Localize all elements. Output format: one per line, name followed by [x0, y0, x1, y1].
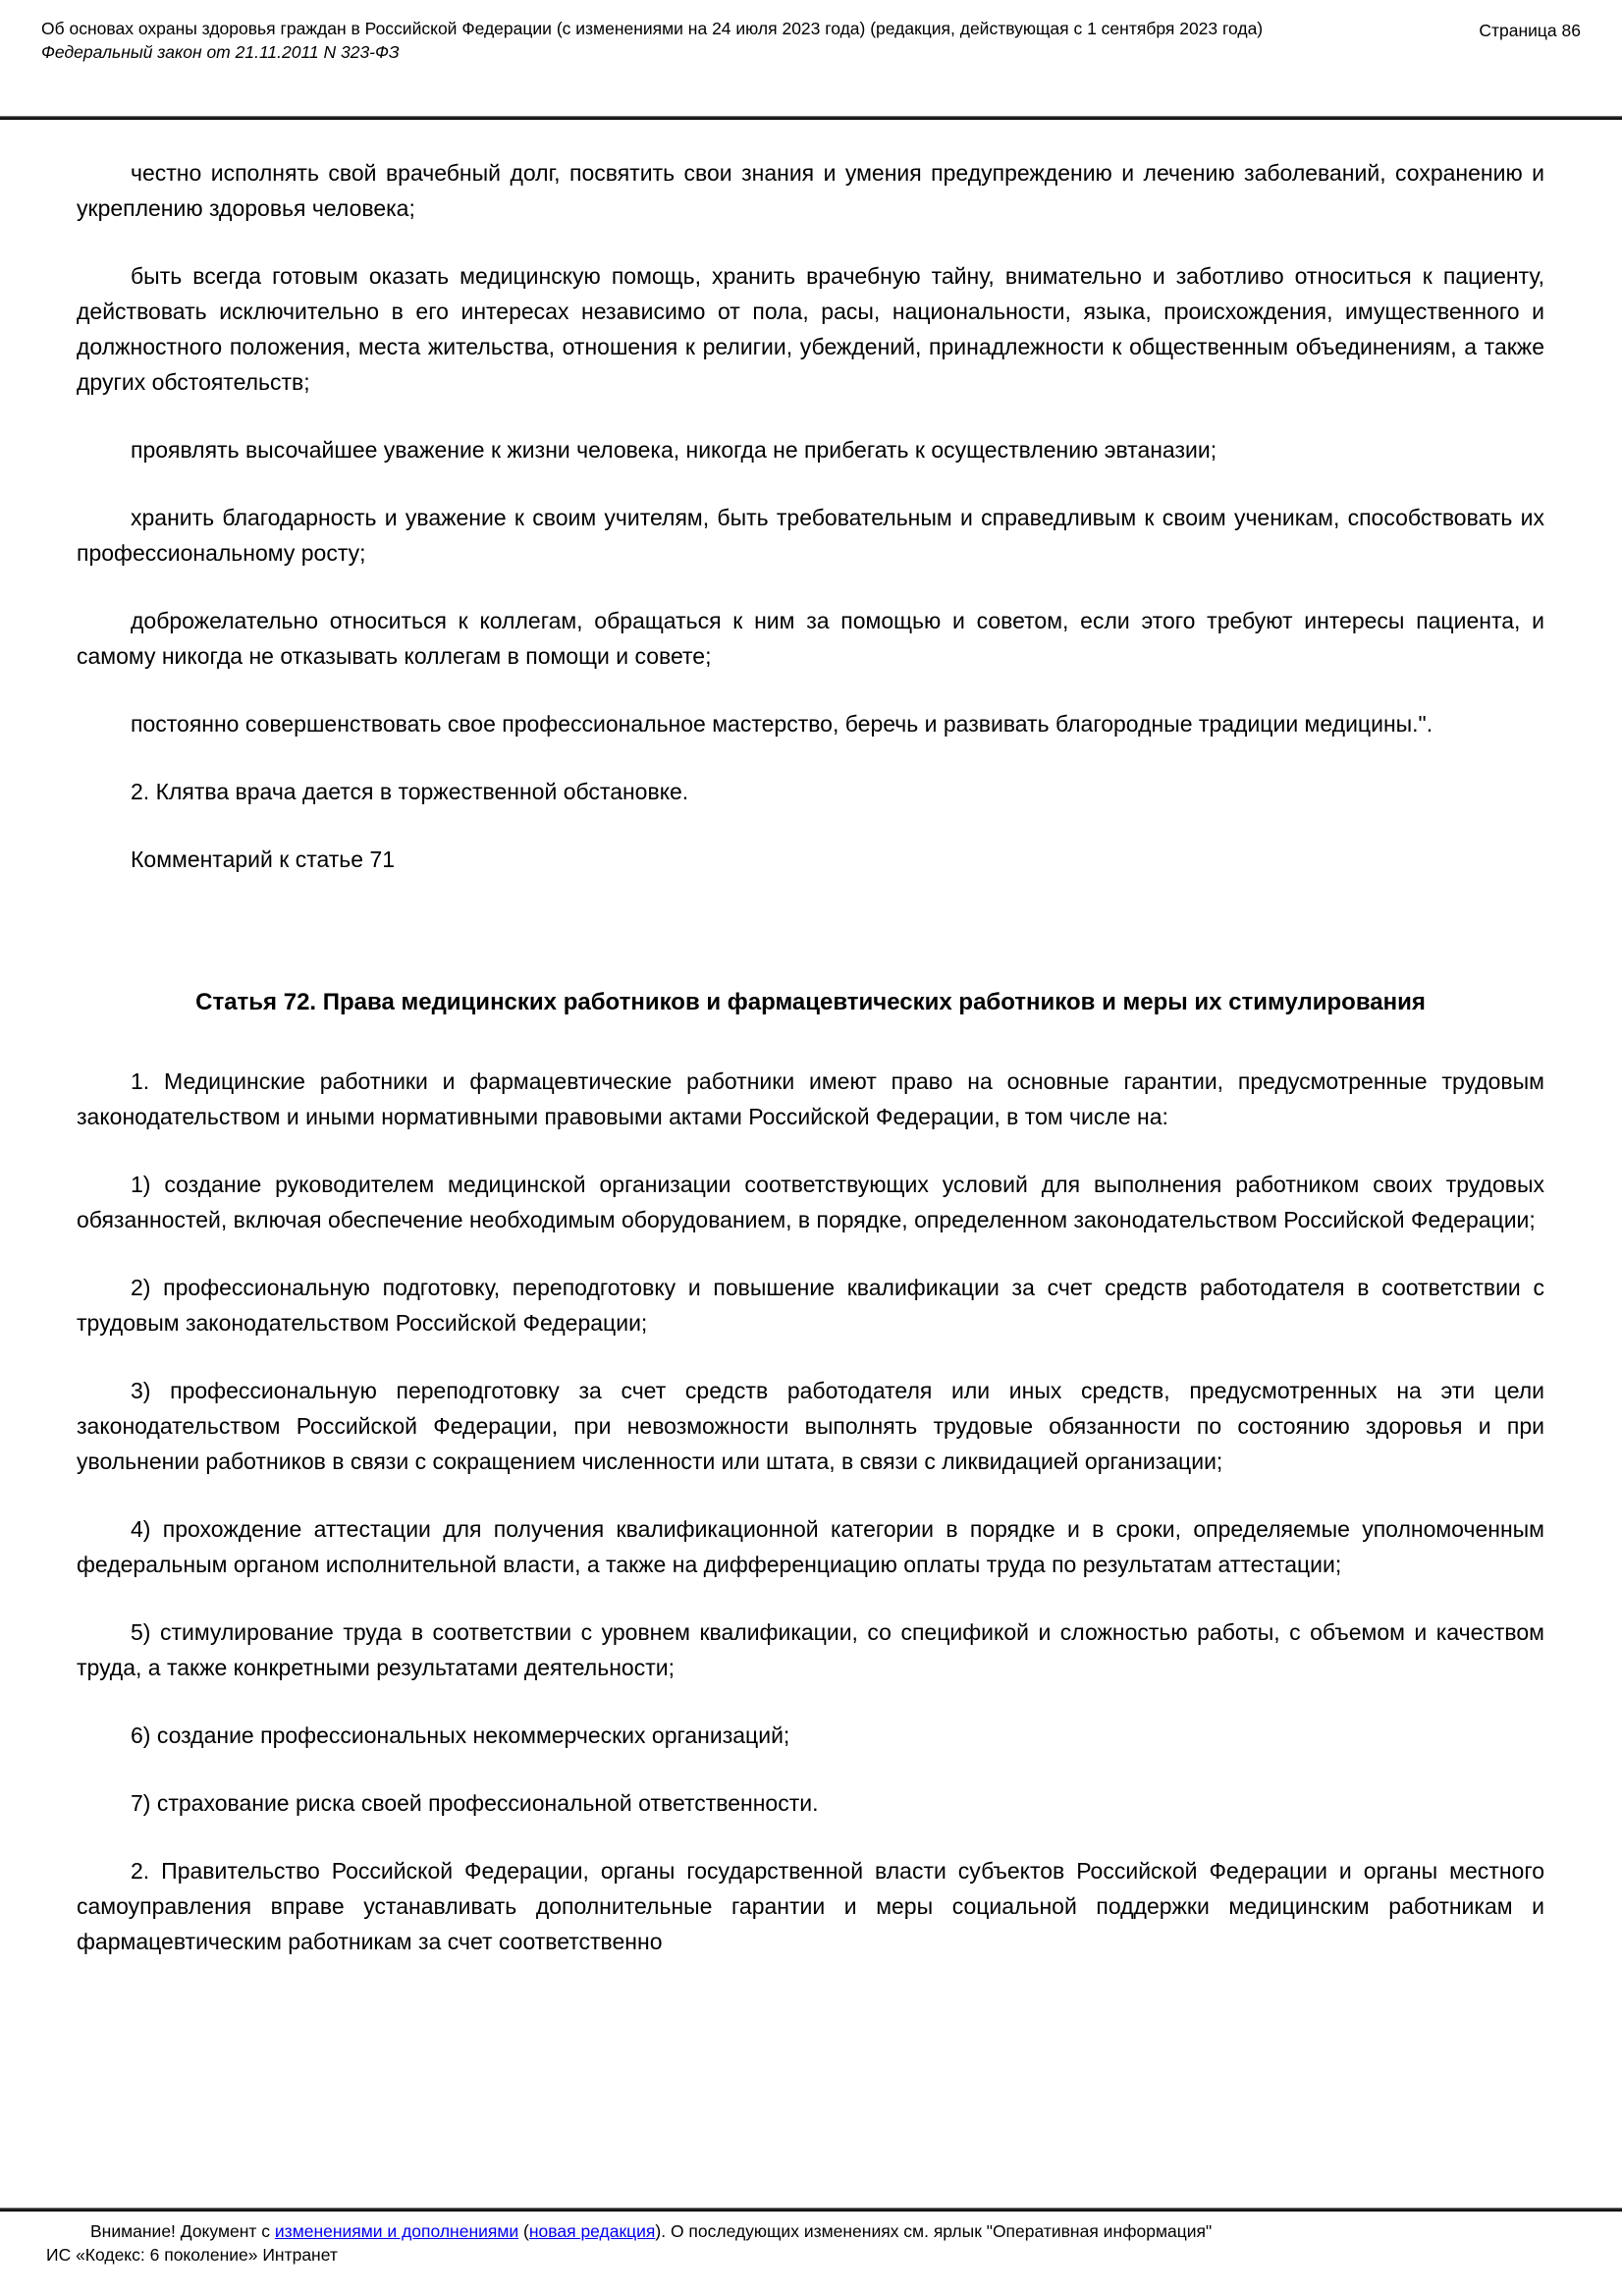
link-new-edition[interactable]: новая редакция: [528, 2221, 656, 2241]
body-paragraph: 2) профессиональную подготовку, переподготовку и повышение квалификации за счет средств работодателя в соответствии с трудовым законодательством Российской Федерации;: [77, 1275, 1544, 1336]
body-paragraph: 6) создание профессиональных некоммерческих организаций;: [131, 1722, 790, 1748]
document-body: [0, 120, 1622, 1959]
page-header: [0, 0, 1622, 64]
body-paragraph: доброжелательно относиться к коллегам, обращаться к ним за помощью и советом, если этого требуют интересы пациента, и самому никогда не отказывать коллегам в помощи и совете;: [77, 608, 1544, 669]
article-heading: Статья 72. Права медицинских работников и фармацевтических работников и меры их стимулирования: [195, 989, 1426, 1015]
footer-divider: [0, 2208, 1622, 2212]
document-subtitle: Федеральный закон от 21.11.2011 N 323-ФЗ: [41, 42, 400, 62]
body-paragraph: постоянно совершенствовать свое профессиональное мастерство, беречь и развивать благородные традиции медицины.".: [131, 711, 1433, 737]
body-paragraph: 1) создание руководителем медицинской организации соответствующих условий для выполнения работником своих трудовых обязанностей, включая обеспечение необходимым оборудованием, в порядке, определенном законодательством Российской Федерации;: [77, 1172, 1544, 1232]
link-amendments[interactable]: изменениями и дополнениями: [274, 2221, 519, 2241]
footer-notice-text: (: [518, 2221, 529, 2241]
footer-notice-text: Внимание! Документ с: [90, 2221, 275, 2241]
body-paragraph: 7) страхование риска своей профессиональной ответственности.: [131, 1790, 819, 1816]
page-number-label: Страница 86: [1479, 21, 1581, 40]
footer-system-label: ИС «Кодекс: 6 поколение» Интранет: [46, 2245, 338, 2265]
body-paragraph: 2. Правительство Российской Федерации, органы государственной власти субъектов Российской Федерации и органы местного самоуправления вправе устанавливать дополнительные гарантии и меры социальной поддержки медицинским работникам и фармацевтическим работникам за счет соответственно: [77, 1858, 1544, 1954]
body-paragraph: проявлять высочайшее уважение к жизни человека, никогда не прибегать к осуществлению эвтаназии;: [131, 437, 1217, 463]
body-paragraph: 4) прохождение аттестации для получения квалификационной категории в порядке и в сроки, определяемые уполномоченным федеральным органом исполнительной власти, а также на дифференциацию оплаты труда по результатам аттестации;: [77, 1516, 1544, 1577]
body-paragraph: 3) профессиональную переподготовку за счет средств работодателя или иных средств, предусмотренных на эти цели законодательством Российской Федерации, при невозможности выполнять трудовые обязанности по состоянию здоровья и при увольнении работников в связи с сокращением численности или штата, в связи с ликвидацией организации;: [77, 1378, 1544, 1474]
body-paragraph: Комментарий к статье 71: [131, 847, 396, 872]
page-footer: [0, 2208, 1622, 2296]
body-paragraph: 2. Клятва врача дается в торжественной обстановке.: [131, 779, 689, 804]
footer-notice-text: ). О последующих изменениях см. ярлык "Оперативная информация": [655, 2221, 1213, 2241]
body-paragraph: 5) стимулирование труда в соответствии с уровнем квалификации, со спецификой и сложностью работы, с объемом и качеством труда, а также конкретными результатами деятельности;: [77, 1619, 1544, 1680]
body-paragraph: 1. Медицинские работники и фармацевтические работники имеют право на основные гарантии, предусмотренные трудовым законодательством и иными нормативными правовыми актами Российской Федерации, в том числе на:: [77, 1068, 1544, 1129]
body-paragraph: честно исполнять свой врачебный долг, посвятить свои знания и умения предупреждению и лечению заболеваний, сохранению и укреплению здоровья человека;: [77, 160, 1544, 221]
body-paragraph: хранить благодарность и уважение к своим учителям, быть требовательным и справедливым к своим ученикам, способствовать их профессиональному росту;: [77, 505, 1544, 566]
header-titles: [41, 17, 1406, 64]
footer-notice: [46, 2219, 1576, 2243]
body-paragraph: быть всегда готовым оказать медицинскую помощь, хранить врачебную тайну, внимательно и заботливо относиться к пациенту, действовать исключительно в его интересах независимо от пола, расы, национальности, языка, происхождения, имущественного и должностного положения, места жительства, отношения к религии, убеждений, принадлежности к общественным объединениям, а также других обстоятельств;: [77, 263, 1544, 395]
document-title: Об основах охраны здоровья граждан в Российской Федерации (с изменениями на 24 июля 2023 года) (редакция, действующая с 1 сентября 2023 года): [41, 19, 1264, 38]
